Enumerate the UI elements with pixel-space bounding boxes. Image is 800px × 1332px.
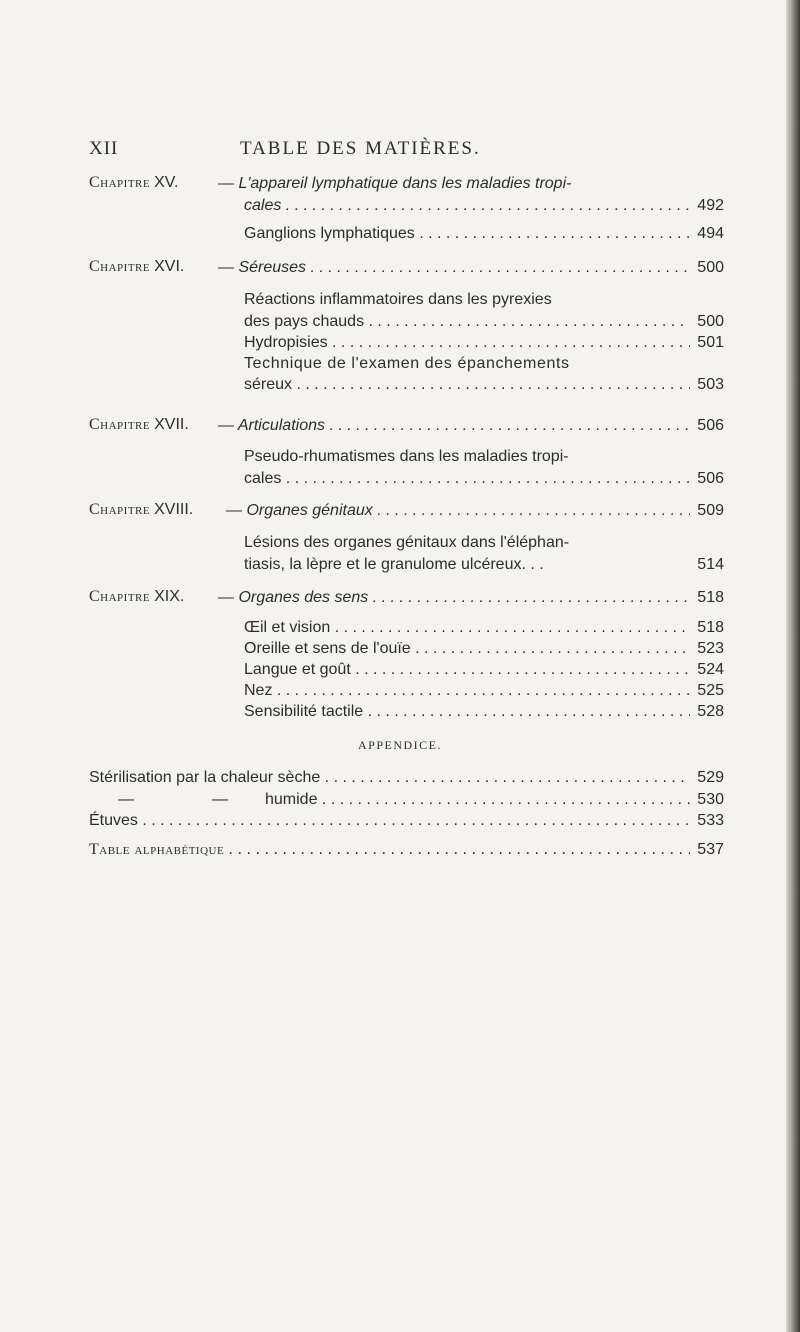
page-number: 492 [690,196,724,216]
page-edge-shadow [786,0,800,1332]
toc-entry: humide . . . [265,790,694,810]
page-number: 530 [690,790,724,810]
page-number: 528 [690,702,724,722]
chapter-label: Chapitre XVII. [89,416,189,433]
toc-entry: Nez . . . [244,681,694,701]
page-number: 500 [690,312,724,332]
toc-entry: cales . . . [244,196,694,216]
toc-entry: — Séreuses . . . [218,258,694,278]
toc-entry: — Organes des sens . . . [218,588,694,608]
page-number: 509 [690,501,724,521]
page-number: 537 [690,840,724,860]
chapter-label: Chapitre XVI. [89,258,185,275]
page-number: 524 [690,660,724,680]
page-number: 518 [690,618,724,638]
chapter-label: Chapitre XV. [89,174,179,191]
ditto-dash: — [118,791,134,808]
chapter-label: Chapitre XIX. [89,588,185,605]
toc-entry: Stérilisation par la chaleur sèche . . . [89,768,694,788]
chapter-label: Chapitre XVIII. [89,501,194,518]
toc-entry: — Organes génitaux . . . [226,501,694,521]
page-number: 525 [690,681,724,701]
toc-entry: Lésions des organes génitaux dans l'éléphan- [244,534,570,551]
page-number: 514 [690,555,724,575]
toc-entry: — Articulations . . . [218,416,694,436]
page-number: 494 [690,224,724,244]
toc-entry: tiasis, la lèpre et le granulome ulcéreux. . . [244,556,544,573]
toc-entry: Pseudo-rhumatismes dans les maladies tropi- [244,448,569,465]
page-number: 518 [690,588,724,608]
toc-entry: Œil et vision . . . [244,618,694,638]
page-number: 529 [690,768,724,788]
page-number: 533 [690,811,724,831]
toc-entry: séreux . . . [244,375,694,395]
folio-number: XII [89,138,119,159]
page-number: 503 [690,375,724,395]
toc-entry: Ganglions lymphatiques . . . [244,224,694,244]
toc-entry: Table alphabétique . . . [89,840,694,860]
toc-entry: Sensibilité tactile . . . [244,702,694,722]
toc-entry: Hydropisies . . . [244,333,694,353]
page-header [0,138,800,166]
page-number: 501 [690,333,724,353]
page-number: 523 [690,639,724,659]
page-number: 500 [690,258,724,278]
toc-entry: Oreille et sens de l'ouïe . . . [244,639,694,659]
toc-entry: des pays chauds . . . [244,312,694,332]
toc-entry: Langue et goût . . . [244,660,694,680]
toc-entry: Réactions inflammatoires dans les pyrexies [244,291,552,308]
appendix-heading: APPENDICE. [357,738,442,752]
ditto-dash: — [212,791,228,808]
page-number: 506 [690,469,724,489]
toc-entry: — L'appareil lymphatique dans les maladies tropi- [218,175,572,192]
page-number: 506 [690,416,724,436]
toc-entry: Étuves . . . [89,811,694,831]
toc-entry: cales . . . [244,469,694,489]
running-title: TABLE DES MATIÈRES. [240,138,481,159]
toc-entry: Technique de l'examen des épanchements [244,355,570,372]
